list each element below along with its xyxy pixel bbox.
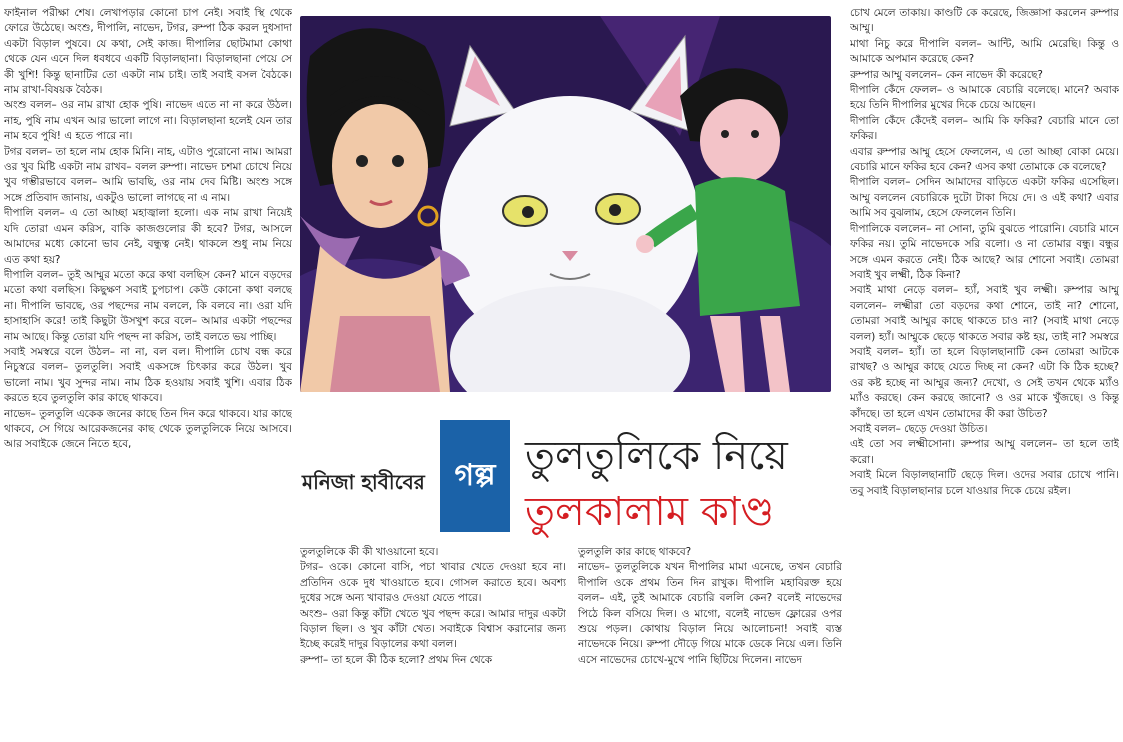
paragraph: সবাই মাথা নেড়ে বলল– হ্যাঁ, সবাই খুব লক্ষ্মী। রুম্পার আম্মু বললেন– লক্ষ্মীরা তো বড়দের কথা শোনে, তাই না? শোনো, তোমরা সবাই আম্মুর কাছে থাকতে চাও না? (সবাই মাথা নেড়ে বলল) হ্যাঁ। আম্মুকে ছেড়ে থাকতে সবার কষ্ট হয়, তাই না? সমস্বরে সবাই বলল– হ্যাঁ। তা হলে বিড়ালছানাটি কেন তোমরা আটকে রাখছ? ও আম্মুর কাছে যেতে দিচ্ছ না কেন? এটা কি ঠিক হচ্ছে? ওর কষ্ট হচ্ছে না আম্মুর জন্য? দেখো, ও সেই তখন থেকে ম্যাঁও ম্যাঁও করছে। কেন করছে জানো? ও ওর মাকে খুঁজছে। ও কিন্তু কাঁদছে। তা হলে এখন তোমাদের কী করা উচিত? <box>850 284 1119 420</box>
girl-cat-boy-icon <box>300 16 831 392</box>
genre-label: গল্প <box>454 457 496 493</box>
paragraph: ফাইনাল পরীক্ষা শেষ। লেখাপড়ার কোনো চাপ নেই। সবাই স্থি থেকে ফোরে উঠেছে। অংশু, দীপালি, নাভেদ, টগর, রুম্পা ঠিক করল দুধসাদা একটা বিড়াল পুষবে। যে কথা, সেই কাজ। দীপালির ছোটমামা কোথা থেকে যেন এনে দিল ধবধবে একটি বিড়ালছানা। বিড়ালছানা পেয়ে সে কী খুশি! কিন্তু ছানাটির তো একটা নাম চাই। তাই সবাই বসল বৈঠকে। নাম রাখা-বিষয়ক বৈঠক। <box>4 7 292 97</box>
paragraph: দীপালিকে বললেন– না সোনা, তুমি বুঝতে পারোনি। বেচারি মানে ফকির নয়। তুমি নাভেদকে সরি বলো। ও না তোমার বন্ধু। বন্ধুর সঙ্গে এমন করতে নেই। ঠিক আছে? আর শোনো সবাই। তোমরা সবাই খুব লক্ষ্মী, ঠিক কিনা? <box>850 222 1119 281</box>
paragraph: সবাই সমস্বরে বলে উঠল– না না, বল বল। দীপালি চোখ বন্ধ করে নিচুস্বরে বলল– তুলতুলি। সবাই একসঙ্গে চিৎকার করে উঠল। খুব ভালো নাম। খুব সুন্দর নাম। নাম ঠিক হওয়ায় সবাই খুশি। এবার ঠিক করতে হবে তুলতুলি কার কাছে থাকবে। <box>4 345 292 405</box>
paragraph: এবার রুম্পার আম্মু হেসে ফেললেন, এ তো আচ্ছা বোকা মেয়ে। বেচারি মানে ফকির হবে কেন? এসব কথা তোমাকে কে বলেছে? <box>850 145 1119 174</box>
story-column-1 <box>4 6 292 738</box>
paragraph: অংশু বলল– ওর নাম রাখা হোক পুষি। নাভেদ এতে না না করে উঠল। নাহ, পুষি নাম এখন আর ভালো লাগে না। বিড়ালছানা হলেই যেন তার নাম হবে পুষি! এ হতে পারে না। <box>4 99 292 143</box>
paragraph: সবাই বলল– ছেড়ে দেওয়া উচিত। <box>850 422 988 435</box>
paragraph: দীপালি কেঁদে কেঁদেই বলল– আমি কি ফকির? বেচারি মানে তো ফকির। <box>850 114 1119 143</box>
story-heading <box>300 410 831 540</box>
paragraph: দীপালি কেঁদে ফেলল– ও আমাকে বেচারি বলেছে। মানে? অবাক হয়ে তিনি দীপালির মুখের দিকে চেয়ে আছেন। <box>850 84 1119 112</box>
story-column-2a <box>300 545 566 737</box>
genre-badge <box>440 420 510 532</box>
paragraph: তুলতুলিকে কী কী খাওয়ানো হবে। <box>300 546 439 558</box>
story-title-line-1: তুলতুলিকে নিয়ে <box>525 433 788 479</box>
story-title-line-2: তুলকালাম কাণ্ড <box>525 489 775 535</box>
paragraph: অংশু– ওরা কিন্তু কাঁটা খেতে খুব পছন্দ করে। আমার দাদুর একটা বিড়াল ছিল। ও খুব কাঁটা খেত। সবাইকে বিশ্বাস করানোর জন্য ইচ্ছে করেই দাদুর বিড়ালের কথা বলল। <box>300 607 566 651</box>
paragraph: দীপালি বলল– তুই আম্মুর মতো করে কথা বলছিস কেন? মানে বড়দের মতো কথা বলছিস। কিছুক্ষণ সবাই চুপচাপ। কেউ কোনো কথা বলছে না। দীপালি ভাবছে, ওর পছন্দের নাম বললে, কি বলবে না। ওরা যদি হাসাহাসি করে! তাই কিছুটা উসখুশ করে বলে– আমার একটা পছন্দের নাম আছে। কিন্তু তোরা যদি পছন্দ না করিস, তাই বলতে ভয় পাচ্ছি। <box>4 268 292 343</box>
story-illustration <box>300 16 831 392</box>
paragraph: টগর বলল– তা হলে নাম হোক মিনি। নাহ, এটাও পুরোনো নাম। আমরা ওর খুব মিষ্টি একটা নাম রাখব– বলল রুম্পা। নাভেদ চশমা চোখে নিয়ে খুব গম্ভীরভাবে বলল– আমি ভাবছি, ওর নাম দেব মিষ্টি। অংশু সঙ্গে সঙ্গে প্রতিবাদ জানায়, একটুও ভালো লাগছে না এ নাম। <box>4 145 292 204</box>
story-column-3 <box>850 6 1119 738</box>
paragraph: সবাই মিলে বিড়ালছানাটি ছেড়ে দিল। ওদের সবার চোখে পানি। তবু সবাই বিড়ালছানার চলে যাওয়ার দিকে চেয়ে রইল। <box>850 469 1119 497</box>
paragraph: তুলতুলি কার কাছে থাকবে? <box>578 546 692 558</box>
paragraph: দীপালি বলল– এ তো আচ্ছা মহাজ্বালা হলো। এক নাম রাখা নিয়েই যদি তোরা এমন করিস, বাকি কাজগুলোর কী হবে? টগর, আসলে আমাদের মধ্যে কোনো ভাব নেই, বন্ধুত্ব নেই। থাকলে শুধু নাম নিয়ে এত কথা হয়? <box>4 207 292 266</box>
paragraph: এই তো সব লক্ষ্মীসোনা। রুম্পার আম্মু বললেন– তা হলে তাই করো। <box>850 438 1119 466</box>
story-column-2b <box>578 545 842 737</box>
paragraph: মাথা নিচু করে দীপালি বলল– আন্টি, আমি মেরেছি। কিন্তু ও আমাকে অপমান করেছে কেন? <box>850 37 1119 66</box>
paragraph: টগর– ওকে। কোনো বাসি, পচা খাবার খেতে দেওয়া হবে না। প্রতিদিন ওকে দুধ খাওয়াতে হবে। গোসল করাতে হবে। অবশ্য দুধের সঙ্গে অন্য খাবারও দেওয়া যেতে পারে। <box>300 561 566 605</box>
author-name: মনিজা হাবীবের <box>302 470 425 494</box>
paragraph: চোখ মেলে তাকায়। কাণ্ডটি কে করেছে, জিজ্ঞাসা করলেন রুম্পার আম্মু। <box>850 7 1119 35</box>
paragraph: নাভেদ– তুলতুলিকে যখন দীপালির মামা এনেছে, তখন বেচারি দীপালি ওকে প্রথম তিন দিন রাখুক। দীপালি মহাবিরক্ত হয়ে বলল– এই, তুই আমাকে বেচারি বললি কেন? বলেই নাভেদের পিঠে কিল বসিয়ে দিল। ও মাগো, বলেই নাভেদ ফ্লোরের ওপর শুয়ে পড়ল। কোথায় বিড়াল নিয়ে আলোচনা! সবাই ব্যস্ত নাভেদকে নিয়ে। রুম্পা দৌড়ে গিয়ে মাকে ডেকে নিয়ে এল। তিনি এসে নাভেদের চোখে-মুখে পানি ছিটিয়ে দিলেন। নাভেদ <box>578 561 842 666</box>
paragraph: রুম্পার আম্মু বললেন– কেন নাভেদ কী করেছে? <box>850 68 1043 81</box>
paragraph: দীপালি বলল– সেদিন আমাদের বাড়িতে একটা ফকির এসেছিল। আম্মু বললেন বেচারিকে দুটো টাকা দিয়ে দে। ও এই কথা? এবার আমি সব বুঝলাম, হেসে ফেললেন তিনি। <box>850 176 1119 220</box>
paragraph: রুম্পা– তা হলে কী ঠিক হলো? প্রথম দিন থেকে <box>300 653 493 666</box>
paragraph: নাভেদ– তুলতুলি একেক জনের কাছে তিন দিন করে থাকবে। যার কাছে থাকবে, সে গিয়ে আরেকজনের কাছ থেকে তুলতুলিকে নিয়ে আসবে। আর সবাইকে জেনে নিতে হবে, <box>4 407 292 451</box>
